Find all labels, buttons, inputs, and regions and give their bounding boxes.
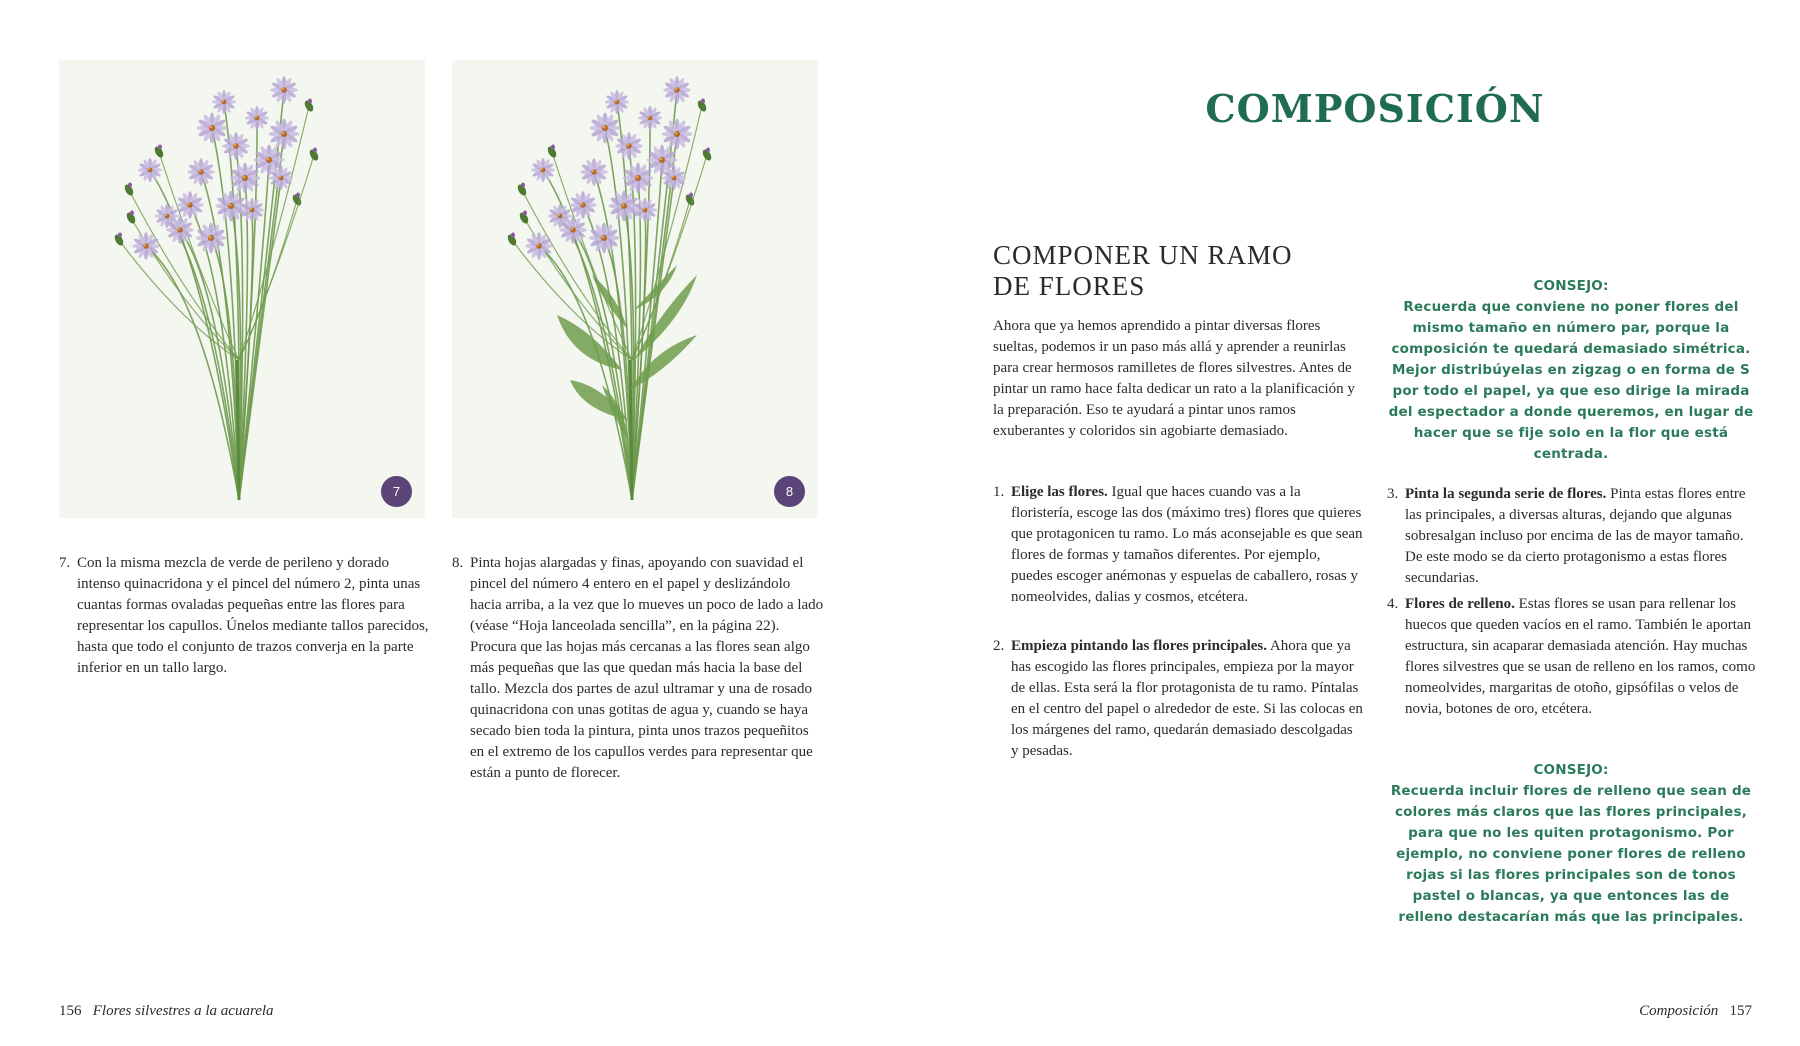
- illustration-step-7: [59, 60, 425, 518]
- page-title: COMPOSICIÓN: [1205, 86, 1545, 131]
- list-item-4: 4. Flores de relleno. Estas flores se usan para rellenar los huecos que queden vacíos en el ramo. También le aportan estructura, sin acaparar demasiada atención. Hay muchas flores silvestres que se usan de relleno en los ramos, como nomeolvides, margaritas de otoño, gipsófilas o velos de novia, botones de oro, etcétera.: [1387, 596, 1756, 717]
- list-item-3: 3. Pinta la segunda serie de flores. Pinta estas flores entre las principales, a diversas alturas, dejando que algunas sobresalgan incluso por encima de las de mayor tamaño. De este modo se da cierto protagonismo a estas flores secundarias.: [1387, 486, 1746, 586]
- step-badge-7: 7: [381, 476, 412, 507]
- intro-paragraph: Ahora que ya hemos aprendido a pintar diversas flores sueltas, podemos ir un paso más allá y aprender a reunirlas para crear hermosos ramilletes de flores silvestres. Antes de pintar un ramo hace falta dedicar un rato a la planificación y la preparación. Eso te ayudará a pintar unos ramos exuberantes y coloridos sin agobiarte demasiado.: [993, 318, 1355, 439]
- list-item-1: 1. Elige las flores. Igual que haces cuando vas a la floristería, escoge las dos (máximo tres) flores que quieres que protagonicen tu ramo. Lo más aconsejable es que sean flores de formas y tamaños diferentes. Por ejemplo, puedes escoger anémonas y espuelas de caballero, rosas y nomeolvides, dalias y cosmos, etcétera.: [993, 484, 1363, 605]
- tip-box-1: [1384, 276, 1758, 465]
- tip-text: Recuerda incluir flores de relleno que sean de colores más claros que las flores principales, para que no les quiten protagonismo. Por ejemplo, no conviene poner flores de relleno rojas si las flores principales son de tonos pastel o blancas, ya que entonces las de relleno destacarían más que las principales.: [1390, 783, 1752, 925]
- illustration-step-8: [452, 60, 818, 518]
- tip-label: CONSEJO:: [1533, 278, 1609, 294]
- section-heading: COMPONER UN RAMO DE FLORES: [993, 240, 1293, 301]
- page-number-left: 156: [59, 1003, 82, 1019]
- wildflower-painting-7: [59, 60, 425, 518]
- page-number-right: 157: [1729, 1003, 1752, 1019]
- wildflower-painting-8: [452, 60, 818, 518]
- tip-text: Recuerda que conviene no poner flores del mismo tamaño en número par, porque la composición te quedará demasiado simétrica. Mejor distribúyelas en zigzag o en forma de S por todo el papel, ya que eso dirige la mirada del espectador a donde queremos, en lugar de hacer que se fije solo en la flor que está centrada.: [1388, 299, 1754, 462]
- step-7-text: 7. Con la misma mezcla de verde de perileno y dorado intenso quinacridona y el pincel del número 2, pinta unas cuantas formas ovaladas pequeñas entre las flores para representar los capullos. Únelos mediante tallos parecidos, hasta que todo el conjunto de trazos converja en la parte inferior en un tallo largo.: [59, 555, 429, 676]
- chapter-title: Composición: [1639, 1003, 1719, 1019]
- step-8-text: 8. Pinta hojas alargadas y finas, apoyando con suavidad el pincel del número 4 entero en el papel y deslizándolo hacia arriba, a la vez que lo mueves un poco de lado a lado (véase “Hoja lanceolada sencilla”, en la página 22). Procura que las hojas más cercanas a las flores sean algo más pequeñas que las que quedan más hacia la base del tallo. Mezcla dos partes de azul ultramar y una de rosado quinacridona con unas gotitas de agua y, cuando se haya secado bien toda la pintura, pinta unos trazos pequeñitos en el extremo de los capullos verdes para representar que están a punto de florecer.: [452, 555, 824, 781]
- list-item-2: 2. Empieza pintando las flores principales. Ahora que ya has escogido las flores principales, empieza por la mayor de ellas. Esta será la flor protagonista de tu ramo. Píntalas en el centro del papel o alrededor de este. Si las colocas en los márgenes del ramo, quedarán demasiado descolgadas y pesadas.: [993, 638, 1363, 759]
- footer-left: [59, 1003, 274, 1020]
- tip-box-2: [1384, 760, 1758, 928]
- footer-right: [1620, 1003, 1752, 1020]
- book-title: Flores silvestres a la acuarela: [92, 1003, 274, 1019]
- step-badge-8: 8: [774, 476, 805, 507]
- tip-label: CONSEJO:: [1533, 762, 1609, 778]
